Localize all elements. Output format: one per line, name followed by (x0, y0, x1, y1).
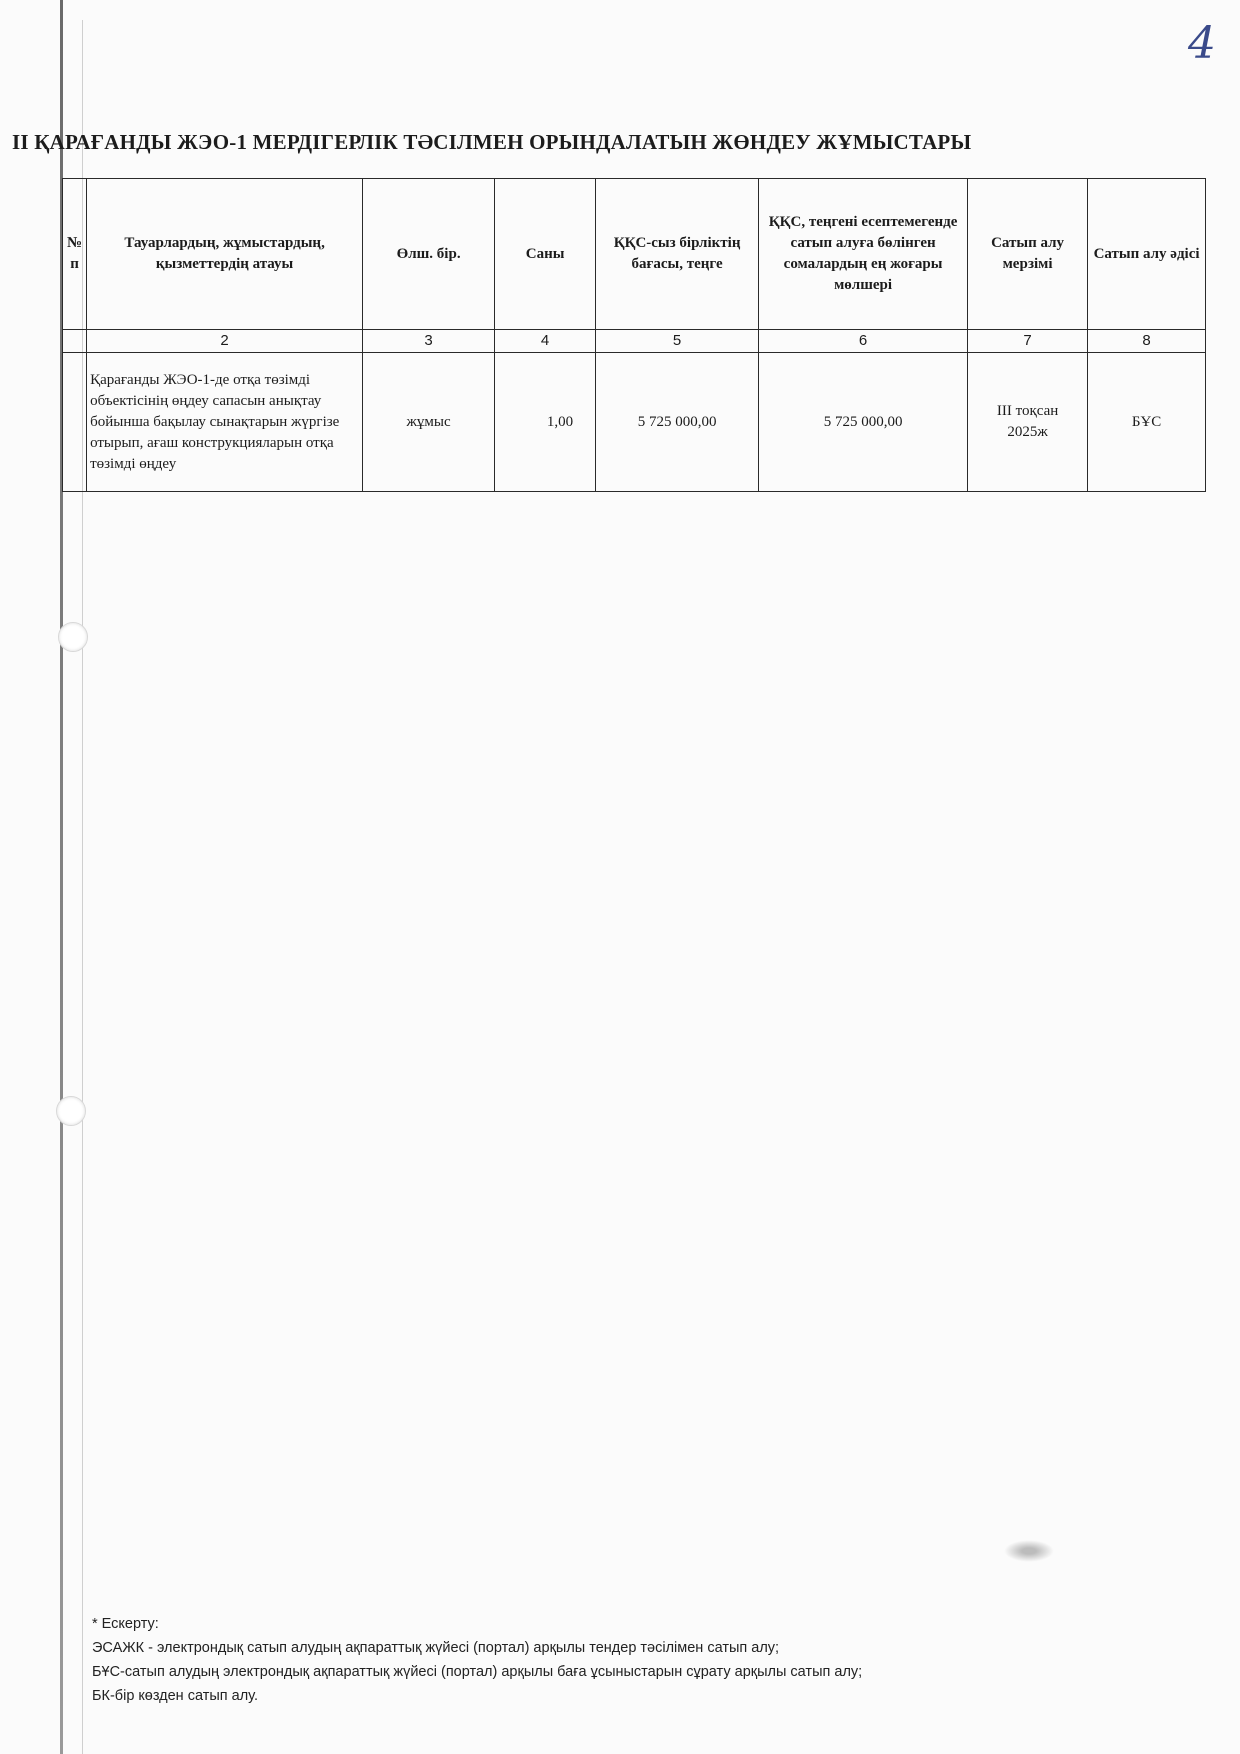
column-number: 6 (759, 330, 968, 353)
item-unit: жұмыс (363, 353, 495, 492)
row-number (63, 353, 87, 492)
item-max-amount: 5 725 000,00 (759, 353, 968, 492)
handwritten-page-number: 4 (1188, 18, 1216, 69)
item-period: III тоқсан 2025ж (968, 353, 1088, 492)
header-cell-name: Тауарлардың, жұмыстардың, қызметтердің атауы (87, 179, 363, 330)
footnote-heading: * Ескерту: (92, 1616, 159, 1632)
column-number: 4 (495, 330, 596, 353)
header-cell-number: № п (63, 179, 87, 330)
punch-hole-bottom (56, 1096, 86, 1126)
column-number (63, 330, 87, 353)
footnote-line: БҰС-сатып алудың электрондық ақпараттық жүйесі (портал) арқылы баға ұсыныстарын сұрату арқылы сатып алу; (92, 1664, 863, 1680)
column-number: 8 (1088, 330, 1206, 353)
procurement-table (62, 178, 1206, 492)
footnote-line: ЭСАЖК - электрондық сатып алудың ақпараттық жүйесі (портал) арқылы тендер тәсілімен сатып алу; (92, 1640, 780, 1656)
item-unit-price: 5 725 000,00 (596, 353, 759, 492)
header-cell-period: Сатып алу мерзімі (968, 179, 1088, 330)
column-number: 2 (87, 330, 363, 353)
page-title: II ҚАРАҒАНДЫ ЖЭО-1 МЕРДІГЕРЛІК ТӘСІЛМЕН ОРЫНДАЛАТЫН ЖӨНДЕУ ЖҰМЫСТАРЫ (12, 130, 972, 154)
column-number: 5 (596, 330, 759, 353)
footnote-line: БК-бір көзден сатып алу. (92, 1688, 258, 1704)
footnote (92, 1612, 862, 1708)
header-cell-quantity: Саны (495, 179, 596, 330)
header-cell-method: Сатып алу әдісі (1088, 179, 1206, 330)
header-cell-unit: Өлш. бір. (363, 179, 495, 330)
column-number: 7 (968, 330, 1088, 353)
column-number: 3 (363, 330, 495, 353)
item-name: Қарағанды ЖЭО-1-де отқа төзімді объектісінің өңдеу сапасын анықтау бойынша бақылау сынақтарын жүргізе отырып, ағаш конструкцияларын отқа төзімді өңдеу (87, 353, 363, 492)
table-row (63, 353, 1206, 492)
punch-hole-top (58, 622, 88, 652)
item-method: БҰС (1088, 353, 1206, 492)
header-cell-max-amount: ҚҚС, теңгені есептемегенде сатып алуға бөлінген сомалардың ең жоғары мөлшері (759, 179, 968, 330)
header-cell-unit-price: ҚҚС-сыз бірліктің бағасы, теңге (596, 179, 759, 330)
item-quantity: 1,00 (495, 353, 596, 492)
ink-smudge (1004, 1540, 1054, 1562)
